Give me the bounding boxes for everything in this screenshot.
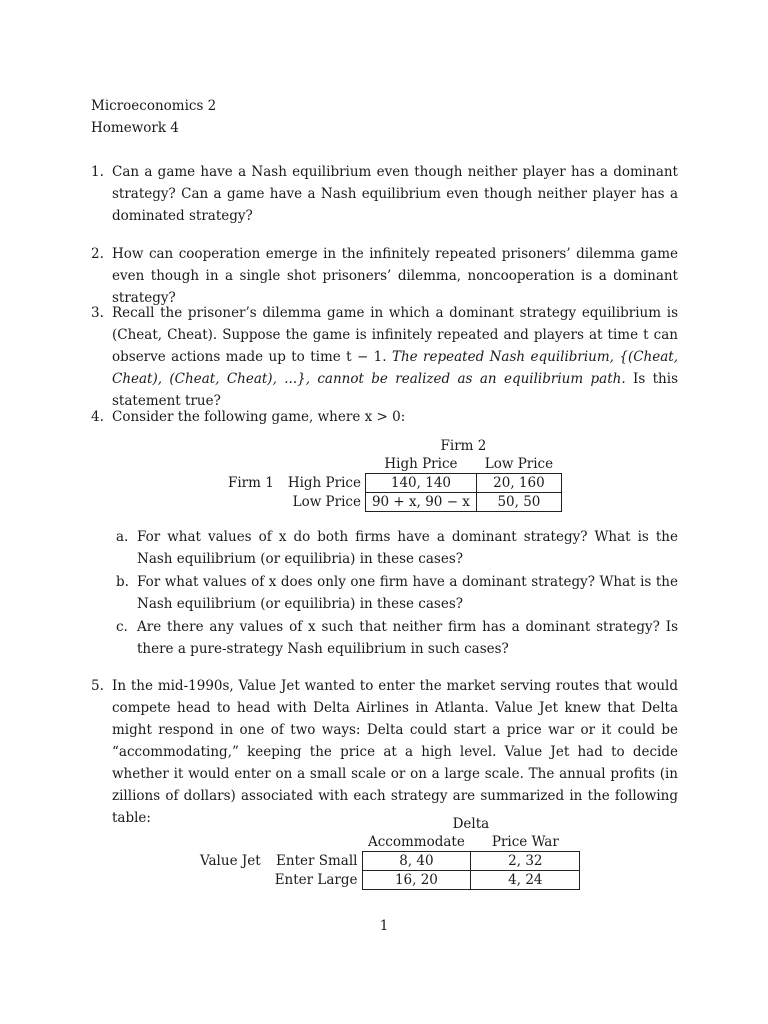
question-4-part-b bbox=[116, 571, 678, 615]
page-number: 1 bbox=[379, 918, 389, 934]
column-strategy: Accommodate bbox=[368, 834, 465, 850]
payoff-cell: 50, 50 bbox=[476, 493, 561, 512]
payoff-cell: 20, 160 bbox=[476, 474, 561, 493]
question-1 bbox=[91, 161, 678, 227]
row-strategy: Low Price bbox=[292, 494, 361, 510]
question-text-b: Is this statement true? bbox=[112, 371, 678, 409]
column-player-label: Firm 2 bbox=[440, 438, 487, 454]
payoff-cell: 2, 32 bbox=[471, 852, 580, 871]
question-4 bbox=[91, 406, 678, 428]
question-text: In the mid-1990s, Value Jet wanted to enter the market serving routes that would compete head to head with Delta Airlines in Atlanta. Value Jet knew that Delta might respond in one of two ways: Delta could start a price war or it could be “accommodating,” keeping the price at a high level. Value Jet had to decide whether it would enter on a small scale or on a large scale. The annual profits (in zillions of dollars) associated with each strategy are summarized in the following table: bbox=[112, 678, 678, 826]
payoff-table-firms bbox=[222, 437, 562, 512]
question-text: Can a game have a Nash equilibrium even though neither player has a dominant strategy? Can a game have a Nash equilibrium even though neither player has a dominated strategy? bbox=[112, 164, 678, 224]
column-strategy: Low Price bbox=[484, 456, 554, 472]
part-label: b. bbox=[116, 574, 129, 590]
question-statement-italic: The repeated Nash equilibrium, {(Cheat, Cheat), (Cheat, Cheat), ...}, cannot be realized as an equilibrium path. bbox=[112, 349, 678, 387]
part-text: For what values of x does only one firm have a dominant strategy? What is the Nash equilibrium (or equilibria) in these cases? bbox=[137, 574, 678, 612]
payoff-cell: 4, 24 bbox=[471, 871, 580, 890]
payoff-cell: 8, 40 bbox=[362, 852, 471, 871]
question-number: 1. bbox=[91, 164, 104, 180]
question-3 bbox=[91, 302, 678, 412]
part-text: For what values of x do both firms have a dominant strategy? What is the Nash equilibrium (or equilibria) in these cases? bbox=[137, 529, 678, 567]
question-5 bbox=[91, 675, 678, 829]
part-label: c. bbox=[116, 619, 128, 635]
row-player-label: Firm 1 bbox=[228, 475, 274, 491]
course-title: Microeconomics 2 bbox=[91, 98, 217, 114]
column-strategy: Price War bbox=[491, 834, 559, 850]
question-number: 4. bbox=[91, 409, 104, 425]
row-strategy: High Price bbox=[287, 475, 361, 491]
question-number: 2. bbox=[91, 246, 104, 262]
question-4-part-a bbox=[116, 526, 678, 570]
payoff-table-airlines bbox=[194, 815, 580, 890]
payoff-cell: 140, 140 bbox=[365, 474, 476, 493]
homework-title: Homework 4 bbox=[91, 120, 179, 136]
question-4-part-c bbox=[116, 616, 678, 660]
question-2 bbox=[91, 243, 678, 309]
payoff-cell: 16, 20 bbox=[362, 871, 471, 890]
column-player-label: Delta bbox=[452, 816, 490, 832]
question-number: 3. bbox=[91, 305, 104, 321]
column-strategy: High Price bbox=[384, 456, 458, 472]
question-text-a: Recall the prisoner’s dilemma game in which a dominant strategy equilibrium is (Cheat, Cheat). Suppose the game is infinitely repeated and players at time t can observe actions made up to time t − 1. bbox=[112, 305, 678, 365]
question-intro: Consider the following game, where x > 0: bbox=[112, 409, 406, 425]
row-strategy: Enter Small bbox=[276, 853, 358, 869]
question-text bbox=[112, 302, 678, 412]
part-label: a. bbox=[116, 529, 129, 545]
row-strategy: Enter Large bbox=[274, 872, 358, 888]
question-text: How can cooperation emerge in the infinitely repeated prisoners’ dilemma game even though in a single shot prisoners’ dilemma, noncooperation is a dominant strategy? bbox=[112, 246, 678, 306]
payoff-cell: 90 + x, 90 − x bbox=[365, 493, 476, 512]
part-text: Are there any values of x such that neither firm has a dominant strategy? Is there a pure-strategy Nash equilibrium in such cases? bbox=[137, 619, 678, 657]
document-header bbox=[91, 95, 216, 139]
row-player-label: Value Jet bbox=[200, 853, 261, 869]
question-number: 5. bbox=[91, 678, 104, 694]
